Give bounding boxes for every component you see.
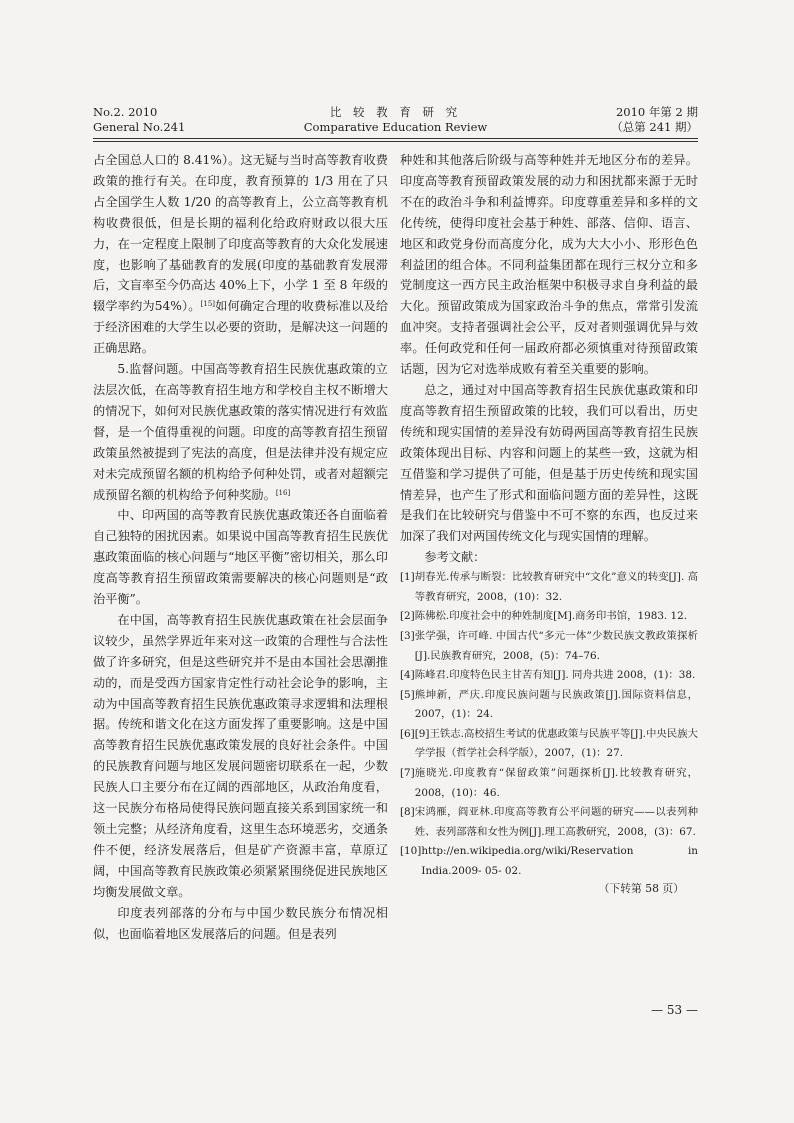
reference-text: 宋鸿雁，阎亚林.印度高等教育公平问题的研究——以表列种姓、表列部落和女性为例[J].理工高教研究，2008，(3)：67. [414,806,698,838]
journal-title-chinese: 比 较 教 育 研 究 [329,105,462,119]
references-heading: 参考文献： [424,550,486,565]
reference-item [400,803,698,842]
reference-item [400,607,698,627]
reference-number: [7] [400,767,415,780]
reference-text: 陈佛松.印度社会中的种姓制度[M].商务印书馆，1983. 12. [414,610,688,623]
paragraph: 印度表列部落的分布与中国少数民族分布情况相似，也面临着地区发展落后的问题。但是表列 [93,905,388,941]
citation: [15] [200,300,216,309]
reference-text: 施晓光.印度教育“保留政策”问题探析[J].比较教育研究，2008，(10)：46. [414,767,698,799]
issue-number: No.2. 2010 [93,105,158,119]
paragraph-text: 5.监督问题。中国高等教育招生民族优惠政策的立法层次低，在高等教育招生地方和学校自主权不断增大的情况下，如何对民族优惠政策的落实情况进行有效监督，是一个值得重视的问题。印度的高等教育招生预留政策虽然被提到了宪法的高度，但是法律并没有规定应对未完成预留名额的机构给予何种处罚，或者对超额完成预留名额的机构给予何种奖励。 [93,362,388,502]
year-issue: 2010 年第 2 期 [615,105,698,119]
reference-text: 熊坤新，严庆.印度民族问题与民族政策[J].国际资料信息，2007，(1)：24. [414,688,698,721]
reference-number: [5] [400,688,415,701]
reference-number: [8] [400,806,415,819]
reference-text: 张学强，许可峰. 中国古代“多元一体”少数民族文教政策探析[J].民族教育研究，2008，(5)：74–76. [414,629,698,662]
header-rule-top [93,138,698,139]
page-number: — 53 — [651,1003,698,1017]
paragraph-text: 如何确定合理的收费标准以及给于经济困难的大学生以必要的资助，是解决这一问题的正确思路。 [93,299,389,356]
reference-item [400,764,698,803]
running-header [93,105,698,138]
reference-number: [4] [400,669,415,682]
reference-item [400,725,698,764]
reference-text: [9]王铁志.高校招生考试的优惠政策与民族平等[J].中央民族大学学报（哲学社会科学版），2007，(1)：27. [414,727,698,760]
header-rule-bottom [93,141,698,142]
paragraph [93,150,388,359]
left-column [93,150,388,944]
reference-text: 陈峰君.印度特色民主甘苦有知[J]. 同舟共进 2008，(1)：38. [414,669,696,682]
reference-number: [2] [400,610,415,623]
reference-number: [10] [400,845,422,858]
paragraph: 总之，通过对中国高等教育招生民族优惠政策和印度高等教育招生预留政策的比较，我们可以看出，历史传统和现实国情的差异没有妨碍两国高等教育招生民族政策体现出目标、内容和问题上的某些一致，这就为相互借鉴和学习提供了可能，但是基于历史传统和现实国情差异，也产生了形式和面临问题方面的差异性，这既是我们在比较研究与借鉴中不可不察的东西，也反过来加深了我们对两国传统文化与现实国情的理解。 [400,382,698,544]
journal-name [93,105,698,135]
reference-item [400,666,698,686]
reference-text: 胡春光.传承与断裂：比较教育研究中“文化”意义的转变[J]. 高等教育研究，2008，(10)：32. [414,571,698,603]
paragraph-text: 占全国总人口的 8.41%）。这无疑与当时高等教育收费政策的推行有关。在印度，教育预算的 1/3 用在了只占全国学生人数 1/20 的高等教育上，公立高等教育机构收费很低，但是长期的福利化给政府财政以很大压力，在一定程度上限制了印度高等教育的大众化发展速度，也影响了基础教育的发展(印度的基础教育发展滞后，文盲率至今仍高达 40%上下，小学 1 至 8 年级的辍学率约为54%）。 [93,153,388,314]
reference-item [400,842,698,881]
reference-list [400,568,698,898]
total-issue: （总第 241 期） [611,120,698,134]
reference-number: [3] [400,629,415,642]
reference-number: [1] [400,571,415,584]
reference-item [400,568,698,607]
journal-title-english: Comparative Education Review [303,120,488,134]
paragraph: 种姓和其他落后阶级与高等种姓并无地区分布的差异。印度高等教育预留政策发展的动力和困扰都来源于无时不在的政治斗争和利益博弈。印度尊重差异和多样的文化传统，使得印度社会基于种姓、部落、信仰、语言、地区和政党身份而高度分化，成为大大小小、形形色色利益团的组合体。不同利益集团都在现行三权分立和多党制度这一西方民主政治框架中积极寻求自身利益的最大化。预留政策成为国家政治斗争的焦点，常常引发流血冲突。支持者强调社会公平，反对者则强调优异与效率。任何政党和任何一届政府都必须慎重对待预留政策话题，因为它对选举成败有着至关重要的影响。 [400,153,698,377]
paragraph [93,359,388,505]
reference-item [400,686,698,725]
citation: [16] [275,488,291,497]
paragraph: 在中国，高等教育招生民族优惠政策在社会层面争议较少，虽然学界近年来对这一政策的合理性与合法性做了许多研究，但是这些研究并不是由本国社会思潮推动的，而是受西方国家肯定性行动社会论争的影响，主动为中国高等教育招生民族优惠政策寻求逻辑和法理根据。传统和谐文化在这方面发挥了重要影响。这是中国高等教育招生民族优惠政策发展的良好社会条件。中国的民族教育问题与地区发展问题密切联系在一起，少数民族人口主要分布在辽阔的西部地区，从政治角度看，这一民族分布格局使得民族问题直接关系到国家统一和领土完整；从经济角度看，这里生态环境恶劣，交通条件不便，经济发展落后，但是矿产资源丰富，草原辽阔，中国高等教育民族政策必须紧紧围绕促进民族地区均衡发展做文章。 [93,612,388,899]
reference-number: [6] [400,727,415,740]
paragraph: 中、印两国的高等教育民族优惠政策还各自面临着自己独特的困扰因素。如果说中国高等教育招生民族优惠政策面临的核心问题与“地区平衡”密切相关，那么印度高等教育招生预留政策需要解决的核心问题则是“政治平衡”。 [93,508,388,607]
reference-item [400,627,698,666]
general-number: General No.241 [93,120,186,134]
continued-note: （下转第 58 页） [598,881,684,895]
reference-text: http://en.wikipedia.org/wiki/Reservation in India.2009- 05- 02. [421,845,698,878]
right-column [400,150,698,898]
issue-info-chinese [611,105,698,135]
